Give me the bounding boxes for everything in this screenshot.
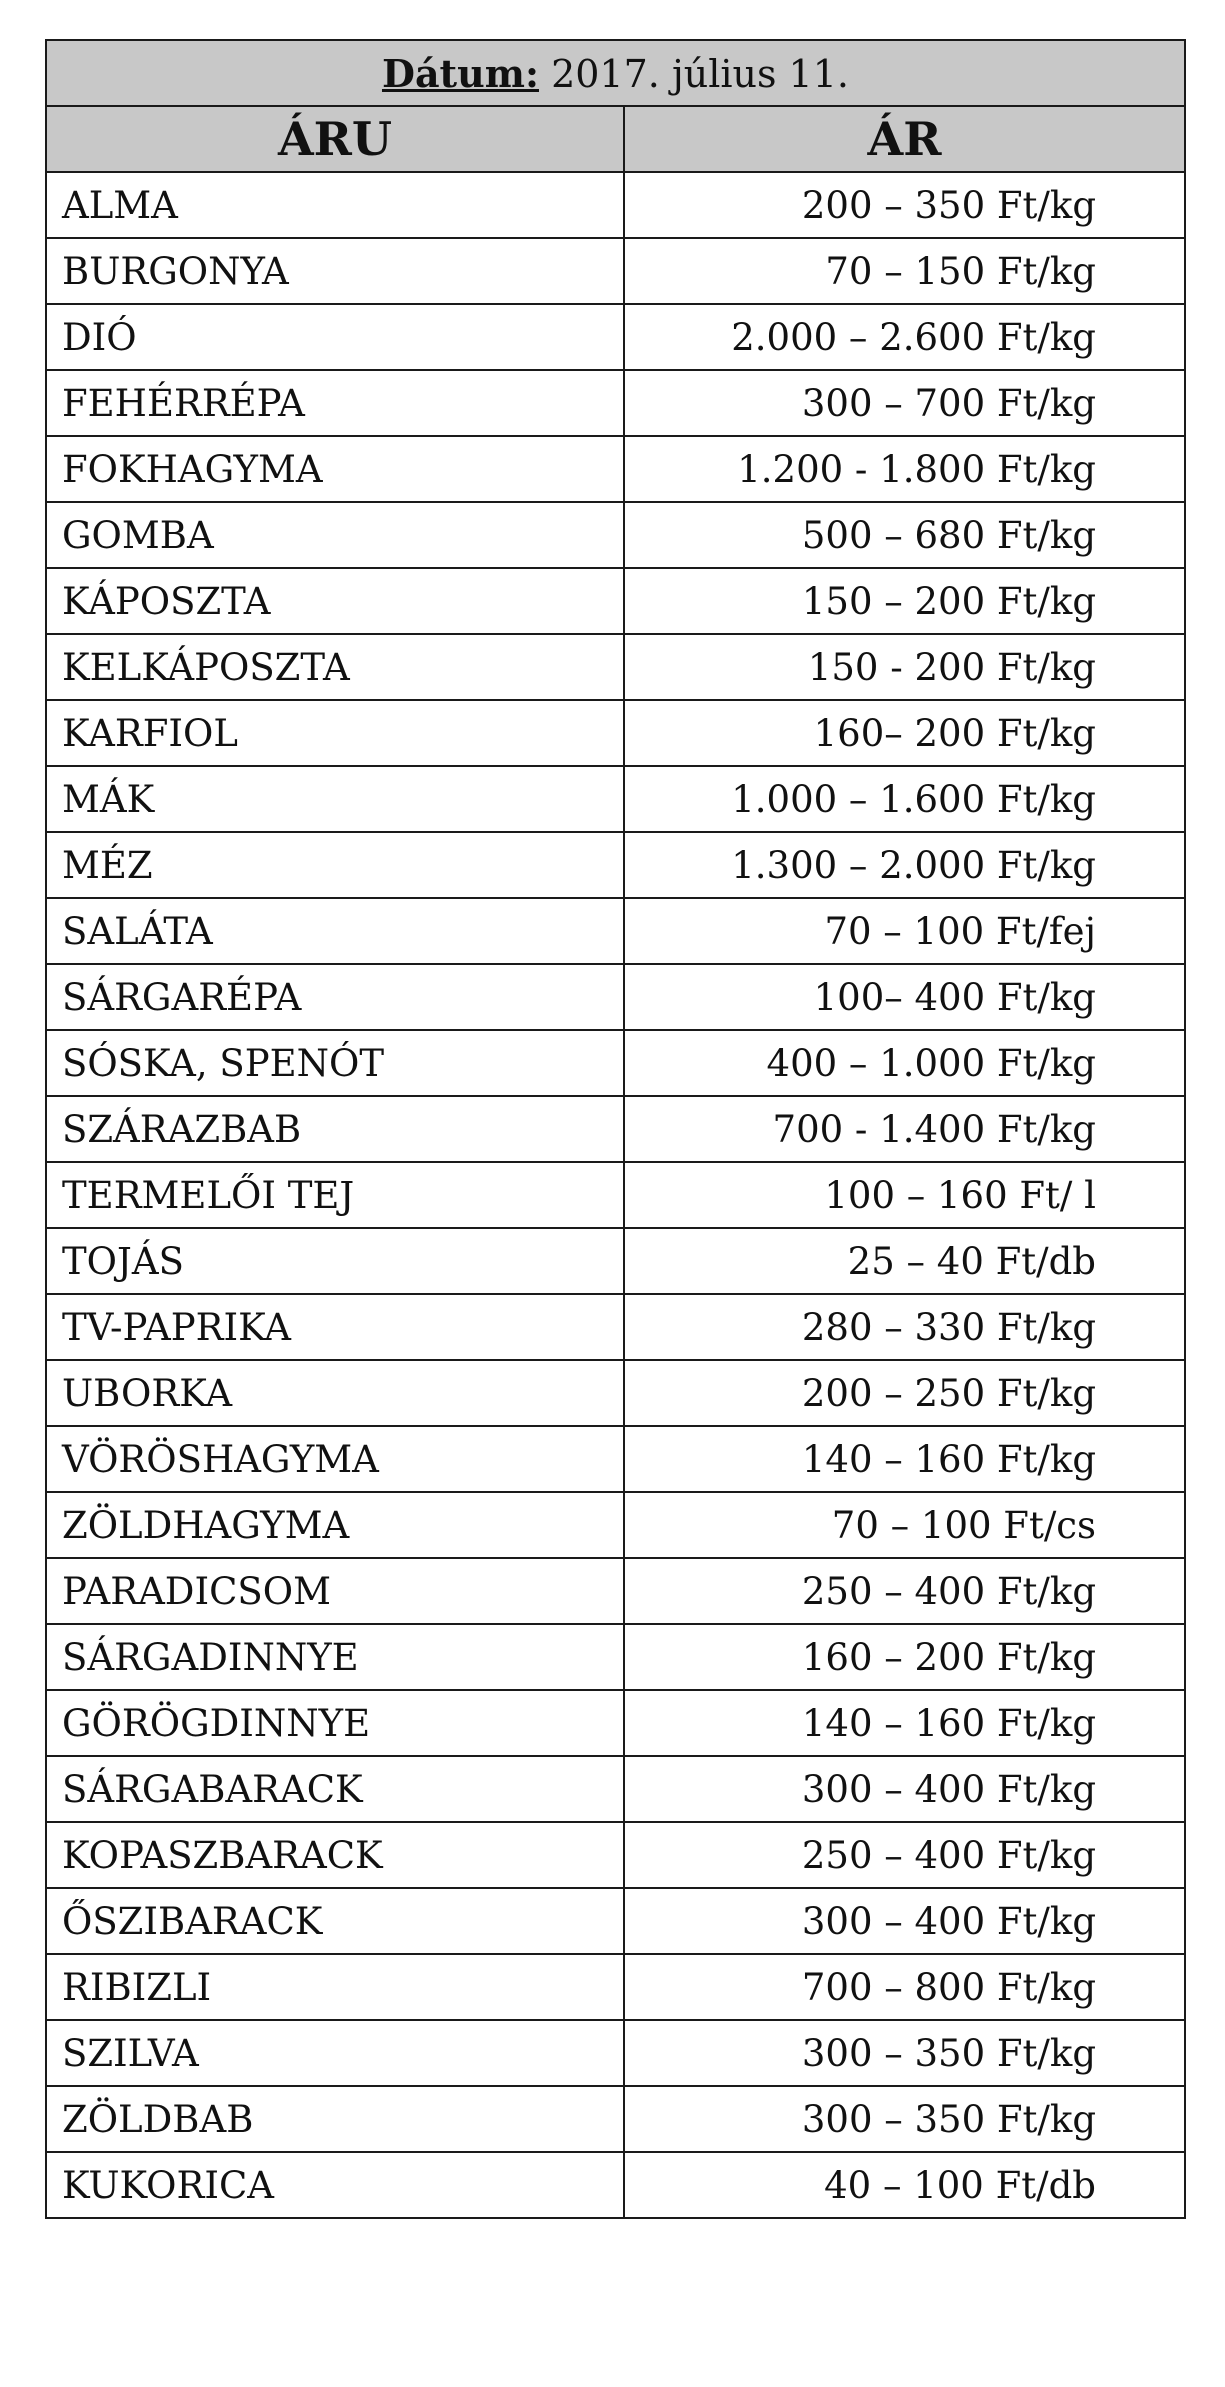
item-name-cell: KUKORICA (46, 2152, 624, 2218)
item-name-cell: UBORKA (46, 1360, 624, 1426)
item-name-cell: FOKHAGYMA (46, 436, 624, 502)
item-price-cell: 500 – 680 Ft/kg (624, 502, 1185, 568)
item-name-cell: TV-PAPRIKA (46, 1294, 624, 1360)
item-name-cell: MÁK (46, 766, 624, 832)
item-name-cell: VÖRÖSHAGYMA (46, 1426, 624, 1492)
item-name-cell: RIBIZLI (46, 1954, 624, 2020)
item-name-cell: KELKÁPOSZTA (46, 634, 624, 700)
item-price-cell: 150 - 200 Ft/kg (624, 634, 1185, 700)
item-name-cell: BURGONYA (46, 238, 624, 304)
item-price-cell: 300 – 400 Ft/kg (624, 1888, 1185, 1954)
table-row (46, 1228, 1185, 1294)
item-price-cell: 280 – 330 Ft/kg (624, 1294, 1185, 1360)
table-row (46, 172, 1185, 238)
item-price-cell: 1.000 – 1.600 Ft/kg (624, 766, 1185, 832)
item-name-cell: SÓSKA, SPENÓT (46, 1030, 624, 1096)
item-name-cell: SALÁTA (46, 898, 624, 964)
table-row (46, 1690, 1185, 1756)
table-body (46, 172, 1185, 2218)
item-price-cell: 300 – 400 Ft/kg (624, 1756, 1185, 1822)
item-price-cell: 250 – 400 Ft/kg (624, 1558, 1185, 1624)
table-row (46, 2086, 1185, 2152)
item-name-cell: FEHÉRRÉPA (46, 370, 624, 436)
item-name-cell: PARADICSOM (46, 1558, 624, 1624)
item-price-cell: 100– 400 Ft/kg (624, 964, 1185, 1030)
date-cell (46, 40, 1185, 106)
table-row (46, 436, 1185, 502)
date-label: Dátum: (381, 50, 539, 96)
item-name-cell: SZÁRAZBAB (46, 1096, 624, 1162)
date-value: 2017. július 11. (551, 51, 849, 96)
item-name-cell: KOPASZBARACK (46, 1822, 624, 1888)
table-row (46, 634, 1185, 700)
item-name-cell: MÉZ (46, 832, 624, 898)
table-row (46, 766, 1185, 832)
item-name-cell: ZÖLDBAB (46, 2086, 624, 2152)
item-price-cell: 160– 200 Ft/kg (624, 700, 1185, 766)
item-price-cell: 70 – 100 Ft/cs (624, 1492, 1185, 1558)
table-row (46, 1954, 1185, 2020)
table-row (46, 568, 1185, 634)
item-price-cell: 300 – 350 Ft/kg (624, 2020, 1185, 2086)
table-row (46, 1294, 1185, 1360)
item-name-cell: ALMA (46, 172, 624, 238)
item-name-cell: ŐSZIBARACK (46, 1888, 624, 1954)
item-price-cell: 200 – 350 Ft/kg (624, 172, 1185, 238)
table-row (46, 1624, 1185, 1690)
item-name-cell: DIÓ (46, 304, 624, 370)
item-price-cell: 400 – 1.000 Ft/kg (624, 1030, 1185, 1096)
table-row (46, 2152, 1185, 2218)
table-row (46, 304, 1185, 370)
column-header-row (46, 106, 1185, 172)
table-row (46, 1096, 1185, 1162)
column-header-price: ÁR (624, 106, 1185, 172)
item-name-cell: GÖRÖGDINNYE (46, 1690, 624, 1756)
date-row (46, 40, 1185, 106)
item-name-cell: SZILVA (46, 2020, 624, 2086)
item-price-cell: 140 – 160 Ft/kg (624, 1690, 1185, 1756)
table-row (46, 2020, 1185, 2086)
price-table (45, 39, 1186, 2219)
item-price-cell: 700 – 800 Ft/kg (624, 1954, 1185, 2020)
table-row (46, 1030, 1185, 1096)
item-price-cell: 250 – 400 Ft/kg (624, 1822, 1185, 1888)
item-name-cell: GOMBA (46, 502, 624, 568)
item-price-cell: 300 – 350 Ft/kg (624, 2086, 1185, 2152)
item-price-cell: 160 – 200 Ft/kg (624, 1624, 1185, 1690)
table-row (46, 964, 1185, 1030)
table-row (46, 1492, 1185, 1558)
table-row (46, 1756, 1185, 1822)
item-name-cell: KÁPOSZTA (46, 568, 624, 634)
item-price-cell: 150 – 200 Ft/kg (624, 568, 1185, 634)
item-price-cell: 200 – 250 Ft/kg (624, 1360, 1185, 1426)
item-price-cell: 1.300 – 2.000 Ft/kg (624, 832, 1185, 898)
column-header-item: ÁRU (46, 106, 624, 172)
item-name-cell: SÁRGABARACK (46, 1756, 624, 1822)
item-name-cell: TOJÁS (46, 1228, 624, 1294)
item-price-cell: 140 – 160 Ft/kg (624, 1426, 1185, 1492)
item-price-cell: 25 – 40 Ft/db (624, 1228, 1185, 1294)
item-name-cell: SÁRGADINNYE (46, 1624, 624, 1690)
item-name-cell: ZÖLDHAGYMA (46, 1492, 624, 1558)
table-row (46, 1888, 1185, 1954)
table-row (46, 700, 1185, 766)
table-row (46, 1162, 1185, 1228)
table-row (46, 898, 1185, 964)
item-price-cell: 300 – 700 Ft/kg (624, 370, 1185, 436)
table-row (46, 832, 1185, 898)
table-row (46, 1822, 1185, 1888)
table-row (46, 502, 1185, 568)
item-price-cell: 70 – 150 Ft/kg (624, 238, 1185, 304)
item-price-cell: 2.000 – 2.600 Ft/kg (624, 304, 1185, 370)
table-row (46, 1558, 1185, 1624)
item-name-cell: KARFIOL (46, 700, 624, 766)
item-price-cell: 100 – 160 Ft/ l (624, 1162, 1185, 1228)
item-name-cell: TERMELŐI TEJ (46, 1162, 624, 1228)
item-name-cell: SÁRGARÉPA (46, 964, 624, 1030)
item-price-cell: 40 – 100 Ft/db (624, 2152, 1185, 2218)
table-row (46, 238, 1185, 304)
item-price-cell: 70 – 100 Ft/fej (624, 898, 1185, 964)
table-row (46, 1360, 1185, 1426)
table-row (46, 370, 1185, 436)
table-row (46, 1426, 1185, 1492)
item-price-cell: 700 - 1.400 Ft/kg (624, 1096, 1185, 1162)
item-price-cell: 1.200 - 1.800 Ft/kg (624, 436, 1185, 502)
